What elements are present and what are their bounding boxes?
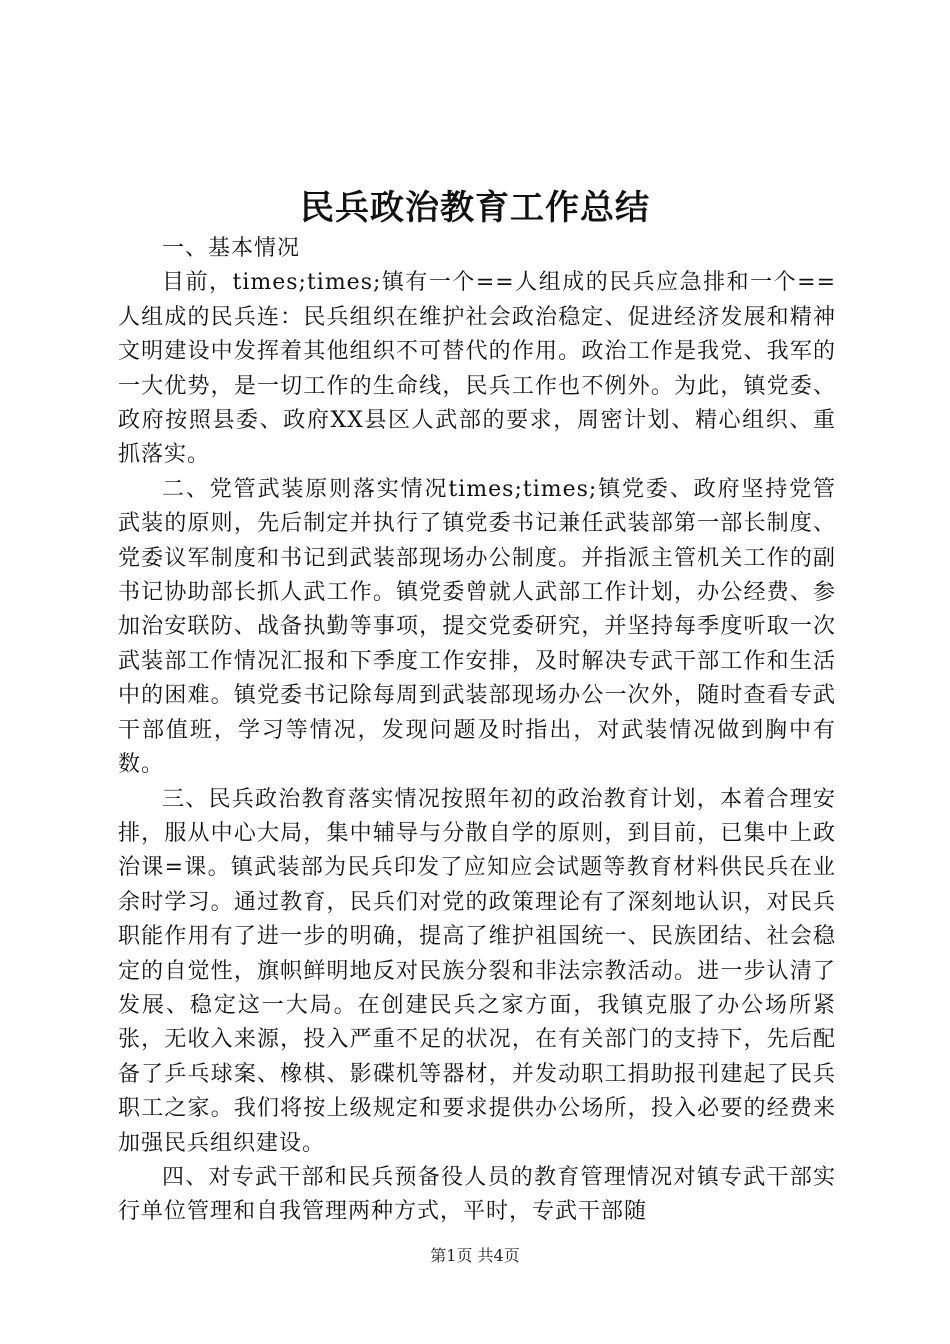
- paragraph-2: 二、党管武装原则落实情况times;times;镇党委、政府坚持党管武装的原则，先后制定并执行了镇党委书记兼任武装部第一部长制度、党委议军制度和书记到武装部现场办公制度。并指派主管机关工作的副书记协助部长抓人武工作。镇党委曾就人武部工作计划，办公经费、参加治安联防、战备执勤等事项，提交党委研究，并坚持每季度听取一次武装部工作情况汇报和下季度工作安排，及时解决专武干部工作和生活中的困难。镇党委书记除每周到武装部现场办公一次外，随时查看专武干部值班，学习等情况，发现问题及时指出，对武装情况做到胸中有数。: [118, 476, 836, 778]
- document-body: [118, 232, 836, 1230]
- document-title: 民兵政治教育工作总结: [300, 188, 650, 228]
- paragraph-4: 四、对专武干部和民兵预备役人员的教育管理情况对镇专武干部实行单位管理和自我管理两种方式，平时，专武干部随: [118, 1164, 836, 1225]
- page-footer: 第1页 共4页: [430, 1246, 520, 1265]
- paragraph-1: 目前，times;times;镇有一个==人组成的民兵应急排和一个==人组成的民兵连：民兵组织在维护社会政治稳定、促进经济发展和精神文明建设中发挥着其他组织不可替代的作用。政治工作是我党、我军的一大优势，是一切工作的生命线，民兵工作也不例外。为此，镇党委、政府按照县委、政府XX县区人武部的要求，周密计划、精心组织、重抓落实。: [118, 270, 836, 468]
- paragraph-3: 三、民兵政治教育落实情况按照年初的政治教育计划，本着合理安排，服从中心大局，集中辅导与分散自学的原则，到目前，已集中上政治课=课。镇武装部为民兵印发了应知应会试题等教育材料供民兵在业余时学习。通过教育，民兵们对党的政策理论有了深刻地认识，对民兵职能作用有了进一步的明确，提高了维护祖国统一、民族团结、社会稳定的自觉性，旗帜鲜明地反对民族分裂和非法宗教活动。进一步认清了发展、稳定这一大局。在创建民兵之家方面，我镇克服了办公场所紧张，无收入来源，投入严重不足的状况，在有关部门的支持下，先后配备了乒乓球案、橡棋、影碟机等器材，并发动职工捐助报刊建起了民兵职工之家。我们将按上级规定和要求提供办公场所，投入必要的经费来加强民兵组织建设。: [118, 786, 836, 1156]
- section-heading-basic-situation: 一、基本情况: [162, 236, 301, 261]
